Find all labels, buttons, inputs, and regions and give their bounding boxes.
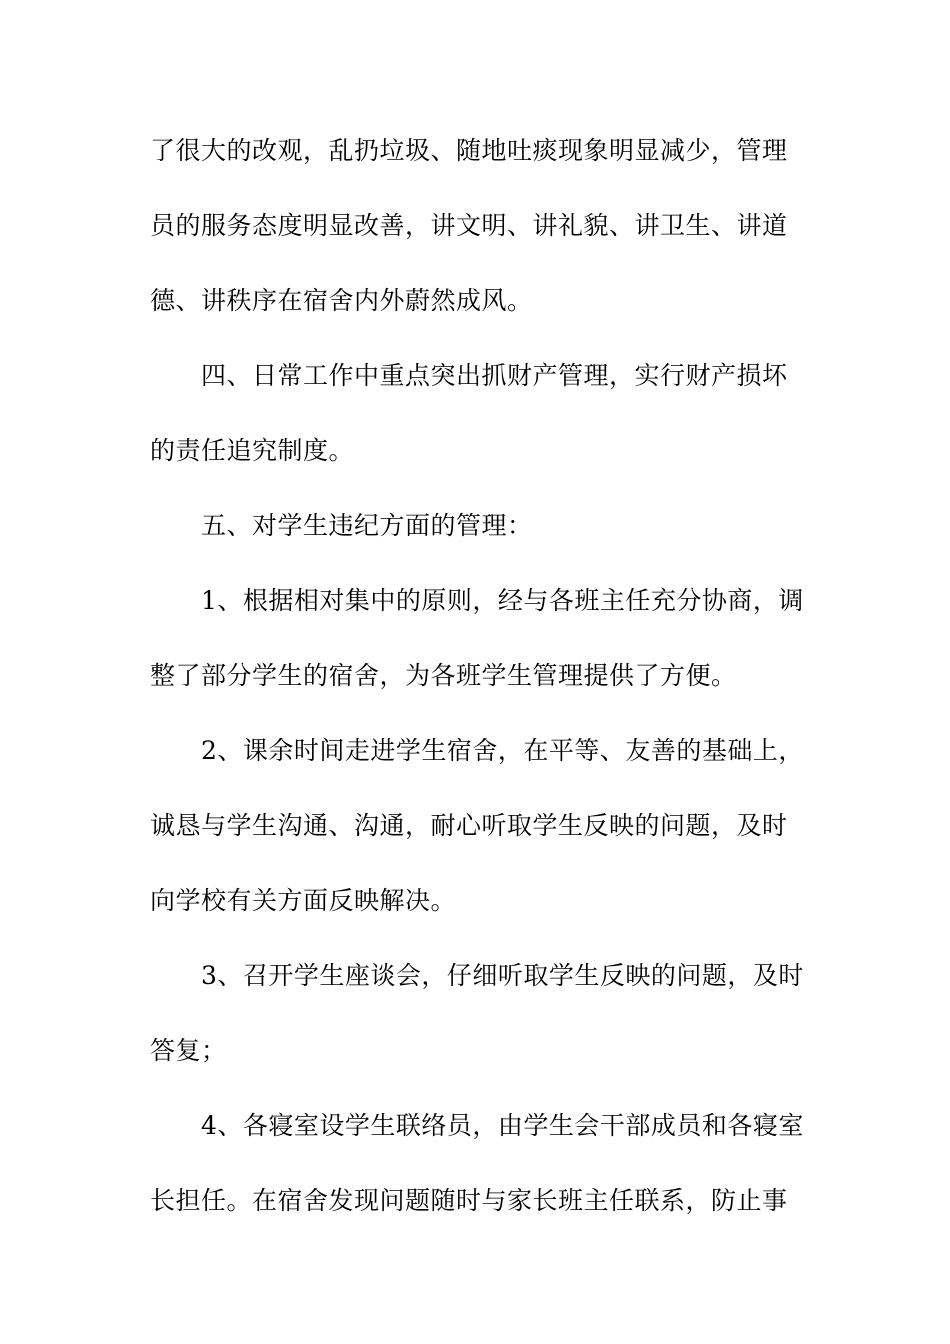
text-line: 向学校有关方面反映解决。	[150, 886, 457, 915]
section-heading: 五、对学生违纪方面的管理：	[201, 511, 533, 540]
text-line: 答复；	[150, 1036, 227, 1065]
text-line: 3、召开学生座谈会，仔细听取学生反映的问题，及时	[201, 961, 804, 990]
text-line: 2、课余时间走进学生宿舍，在平等、友善的基础上，	[201, 736, 804, 765]
text-line: 四、日常工作中重点突出抓财产管理，实行财产损坏	[201, 361, 788, 390]
text-line: 诚恳与学生沟通、沟通，耐心听取学生反映的问题，及时	[150, 811, 788, 840]
text-line: 的责任追究制度。	[150, 436, 355, 465]
text-line: 1、根据相对集中的原则，经与各班主任充分协商，调	[201, 586, 804, 615]
text-line: 4、各寝室设学生联络员，由学生会干部成员和各寝室	[201, 1111, 804, 1140]
text-line: 整了部分学生的宿舍，为各班学生管理提供了方便。	[150, 661, 737, 690]
text-line: 了很大的改观，乱扔垃圾、随地吐痰现象明显减少，管理	[150, 136, 788, 165]
text-line: 德、讲秩序在宿舍内外蔚然成风。	[150, 286, 533, 315]
text-line: 长担任。在宿舍发现问题随时与家长班主任联系，防止事	[150, 1186, 788, 1215]
text-line: 员的服务态度明显改善，讲文明、讲礼貌、讲卫生、讲道	[150, 211, 788, 240]
